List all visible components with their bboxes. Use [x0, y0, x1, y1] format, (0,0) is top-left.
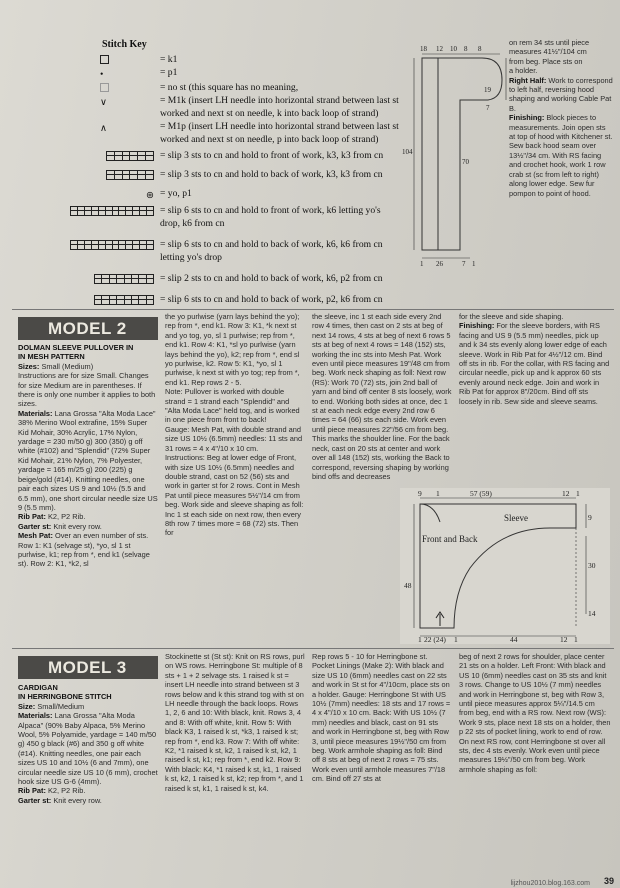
right-top-column: on rem 34 sts until piece measures 41½"/104 cm from beg. Place sts on a holder. Right Half: Work to correspond to left half, reversing hood shaping and working Cable Pat B. Finishing: Block pieces to measurements. Join open sts at top of hood with Kitchener st. Sew back hood seam over 13½"/34 cm. With RS facing and crochet hook, work 1 row crab st (sc from left to right) along lower edge. Sew fur pompon to point of hood.: [509, 38, 613, 198]
section-divider: [12, 309, 614, 310]
stitch-key-entry: ∨ = M1k (insert LH needle into horizontal strand between last st worked and next st on needle, k into back loop of strand): [100, 95, 399, 119]
site-watermark: lijzhou2010.blog.163.com: [510, 880, 590, 887]
stitch-key-entry: = slip 6 sts to cn and hold to back of work, k6, k6 from cn letting yo's drop: [70, 238, 400, 264]
model3-column-1: CARDIGAN IN HERRINGBONE STITCH Size: Small/Medium Materials: Lana Grossa "Alta Moda Alpaca" (90% Baby Alpaca, 5% Merino Wool, 5% Polyamide, yardage = 140 m/50 g) 450 g black (#6) and 350 g off white (#14). Knitting needles, one pair each sizes US 10 and 10½ (6 and 7mm), one circular needle size US 10 (6 mm), crochet hook size US G-6 (4mm). Rib Pat: K2, P2 Rib. Garter st: Knit every row.: [18, 683, 158, 805]
pullover-bottom-label: 1: [418, 635, 422, 644]
hood-top-label: 8: [478, 45, 482, 53]
cable-12-back-icon: [70, 240, 154, 250]
pullover-top-label: 57 (59): [470, 489, 492, 498]
stitch-key-entry: = slip 6 sts to cn and hold to back of work, p2, k6 from cn: [70, 293, 400, 306]
pullover-right-label: 14: [588, 609, 596, 618]
hood-top-label: 18: [420, 45, 427, 53]
pullover-top-label: 1: [436, 489, 440, 498]
hood-right-label: 7: [486, 104, 490, 112]
hood-right-label: 19: [484, 86, 491, 94]
right-half-heading: Right Half:: [509, 75, 547, 85]
dot-icon: •: [100, 69, 104, 80]
cable-6-front-icon: [106, 151, 154, 161]
box-icon: [100, 55, 109, 64]
hood-bottom-label: 7: [462, 260, 466, 268]
stitch-key-entry: ∧ = M1p (insert LH needle into horizontal strand between last st worked and next st on needle, p into back loop of strand): [100, 121, 399, 145]
cable-6-back-icon: [106, 170, 154, 180]
model3-column-3: Rep rows 5 - 10 for Herringbone st. Pocket Linings (Make 2): With black and size US 10 (6mm) needles cast on 22 sts and work in St st for 4"/10cm, place sts on a holder. Gauge: Herringbone St with US 10½ (7mm) needles: 18 sts and 17 rows = 4 x 4"/10 x 10 cm. Back: With US 10½ (7 mm) needles and black, cast on 91 sts and work in Herringbone st, beg with Row 3, until piece measures 19½"/50 cm from beg. Work armhole shaping as foll: Bind off 8 sts at beg of next 2 rows = 75 sts. Work even until armhole measures 7"/18 cm. Bind off 27 sts at: [312, 652, 451, 784]
front-back-label: Front and Back: [422, 534, 478, 544]
model3-banner: MODEL 3: [18, 656, 158, 679]
finishing-heading: Finishing:: [509, 113, 545, 123]
hood-side-label: 104: [402, 148, 413, 156]
model3-column-4: beg of next 2 rows for shoulder, place center 21 sts on a holder. Left Front: With black and US 10 (6mm) needles cast on 35 sts and knit 3 rows. Change to US 10½ (7 mm) needles and work in Herringbone st, beg with Row 3, until piece measures approx 5¼"/14.5 cm from beg, end with a RS row. Next row (WS): Work 9 sts, place next 18 sts on a holder, then p 22 sts of pocket lining, work to end of row. On next RS row, cont Herringbone st over all sts, dec 4 sts evenly. Work even until piece measures 19½"/50 cm from beg. Work armhole shaping as foll:: [459, 652, 611, 774]
model2-column-4: for the sleeve and side shaping. Finishing: For the sleeve borders, with RS facing and US 9 (5.5 mm) needles, pick up and k 34 sts evenly along lower edge of each sleeve. Work in Rib Pat for 4½"/12 cm. Bind off sts in rib. For the collar, with RS facing and circular needle, pick up and k approx 60 sts evenly around neck edge. Join and work in Rib Pat for approx 8"/20cm. Bind off sts loosely in rib. Sew side and sleeve seams.: [459, 312, 610, 406]
pullover-right-label: 30: [588, 561, 596, 570]
pullover-bottom-label: 22 (24): [424, 635, 446, 644]
sleeve-label: Sleeve: [504, 513, 528, 523]
section-divider: [12, 648, 614, 649]
pullover-bottom-label: 1: [574, 635, 578, 644]
model2-column-3: the sleeve, inc 1 st each side every 2nd row 4 times, then cast on 2 sts at beg of next 14 rows, 4 sts at beg of next 6 rows 5 sts at beg of next 4 rows = 148 (152) sts, working the inc sts into Mesh Pat. Work even until piece measures 19"/48 cm from beg. Work neck shaping as foll: Next row (RS): Work 70 (72) sts, join 2nd ball of yarn and bind off center 8 sts loosely, work to end. Working both sides at once, dec 1 st at each neck edge every 2nd row 6 times = 64 (66) sts each side. Work even until piece measures 22"/56 cm from beg. This marks the shoulder line. For the back neck, cast on 20 sts at center and work over all 148 (152) sts, working the Back to correspond, reversing shaping by working bind offs and decreases: [312, 312, 452, 481]
stitch-key-entry: = slip 3 sts to cn and hold to front of work, k3, k3 from cn: [70, 149, 400, 162]
hood-schematic: [400, 40, 512, 270]
hood-mid-label: 70: [462, 158, 469, 166]
hood-top-label: 10: [450, 45, 457, 53]
pullover-bottom-label: 1: [454, 635, 458, 644]
stitch-key-title: Stitch Key: [102, 39, 147, 50]
cable-12-back-p-icon: [94, 295, 154, 305]
hood-bottom-label: 1: [420, 260, 424, 268]
model3-title: CARDIGAN: [18, 683, 58, 692]
hood-bottom-label: 1: [472, 260, 476, 268]
hood-bottom-label: 26: [436, 260, 443, 268]
pullover-schematic: [400, 488, 610, 644]
model3-column-2: Stockinette st (St st): Knit on RS rows, purl on WS rows. Herringbone St: multiple of 8 sts + 1 + 2 selvage sts. 1 raised k st = insert LH needle into strand between st 3 rows below and k this strand tog with st on LH needle through the back loops. Rows 1, 2, 6 and 10: With black, knit. Rows 3, 4 and 8: With off white, knit. Row 5: With black K3, 1 raised k st, *k3, 1 raised k st; rep from *, end k3. Row 7: With off white: K2, *1 raised k st, k2, 1 raised k st, k2, 1 raised k st, k1; rep from *, end k2. Row 9: With black: K4, *1 raised k st, k1, 1 raised k st, k2, 1 raised k st, k2; rep from *, and 1 raised k st, k1, 1 raised k st, k4.: [165, 652, 305, 793]
stitch-key: [70, 38, 400, 306]
m1p-icon: ∧: [100, 123, 108, 134]
stitch-key-entry: = slip 2 sts to cn and hold to back of work, k6, p2 from cn: [70, 272, 400, 285]
stitch-key-entry: = slip 3 sts to cn and hold to back of work, k3, k3 from cn: [70, 168, 400, 181]
stitch-key-entry: ⊛ = yo, p1: [145, 188, 192, 201]
model2-column-2: the yo purlwise (yarn lays behind the yo); rep from *, end k1. Row 3: K1, *k next st and yo tog, yo, sl 1 purlwise; rep from *, end k1. Row 4: K1, *sl yo purlwise (yarn lays behind the yo), k2; rep from *, end sl yo purlwise, k2. Row 5: K1, *yo, sl 1 purlwise, k next st with yo tog; rep from *, end k1. Rep rows 2 - 5. Note: Pullover is worked with double strand = 1 strand each "Splendid" and "Alta Moda Lace" held tog, and is worked in one piece from front to back! Gauge: Mesh Pat, with double strand and size US 10½ (6.5mm) needles: 11 sts and 31 rows = 4 x 4"/10 x 10 cm. Instructions: Beg at lower edge of Front, with size US 10½ (6.5mm) needles and double strand, cast on 52 (56) sts and work in garter st for 2 rows. Cont in Mesh Pat until piece measures 5½"/14 cm from beg. Work side and sleeve shaping as foll: Inc 1 st each side on next row, then every 8th row 7 times more = 68 (72) sts. Then for: [165, 312, 304, 538]
cable-8-icon: [94, 274, 154, 284]
stitch-key-entry: • = p1: [100, 67, 178, 80]
model2-banner: MODEL 2: [18, 317, 158, 340]
yo-icon: ⊛: [145, 190, 154, 201]
model2-title: DOLMAN SLEEVE PULLOVER IN: [18, 343, 134, 352]
hood-top-label: 12: [436, 45, 443, 53]
stitch-key-entry: = k1: [70, 53, 400, 66]
pullover-top-label: 1: [576, 489, 580, 498]
pullover-right-label: 9: [588, 513, 592, 522]
page-number: 39: [603, 876, 614, 886]
pullover-top-label: 12: [562, 489, 570, 498]
pullover-left-label: 48: [404, 581, 412, 590]
m1k-icon: ∨: [100, 97, 108, 108]
cable-12-front-icon: [70, 206, 154, 216]
pullover-bottom-label: 44: [510, 635, 518, 644]
stitch-key-entry: = no st (this square has no meaning,: [70, 81, 400, 94]
stitch-key-entry: = slip 6 sts to cn and hold to front of work, k6 letting yo's drop, k6 from cn: [70, 204, 400, 230]
pullover-top-label: 9: [418, 489, 422, 498]
pullover-bottom-label: 12: [560, 635, 568, 644]
hood-top-label: 8: [464, 45, 468, 53]
blank-icon: [100, 83, 109, 92]
model2-column-1: DOLMAN SLEEVE PULLOVER IN IN MESH PATTERN Sizes: Small (Medium) Instructions are for size Small. Changes for size Medium are in parentheses. If there is only one number it applies to both sizes. Materials: Lana Grossa "Alta Moda Lace" 38% Merino Wool extrafine, 15% Super Kid Mohair, 30% Acrylic, 17% Nylon, yardage = 230 m/50 g) 300 (350) g off white (#102) and "Splendid" (72% Super Kid Mohair, 21% Nylon, 7% Polyester, yardage = 165 m/25 g) 200 (225) g beige/gold (#14). Knitting needles, one pair each sizes US 9 and 10½ (5.5 and 6.5 mm), one short circular needle size US 9 (5.5 mm). Rib Pat: K2, P2 Rib. Garter st: Knit every row. Mesh Pat: Over an even number of sts. Row 1: K1 (selvage st), *yo, sl 1 st purlwise, k1; rep from *, end k1 (selvage st). Row 2: K1, *k2, sl: [18, 343, 158, 569]
